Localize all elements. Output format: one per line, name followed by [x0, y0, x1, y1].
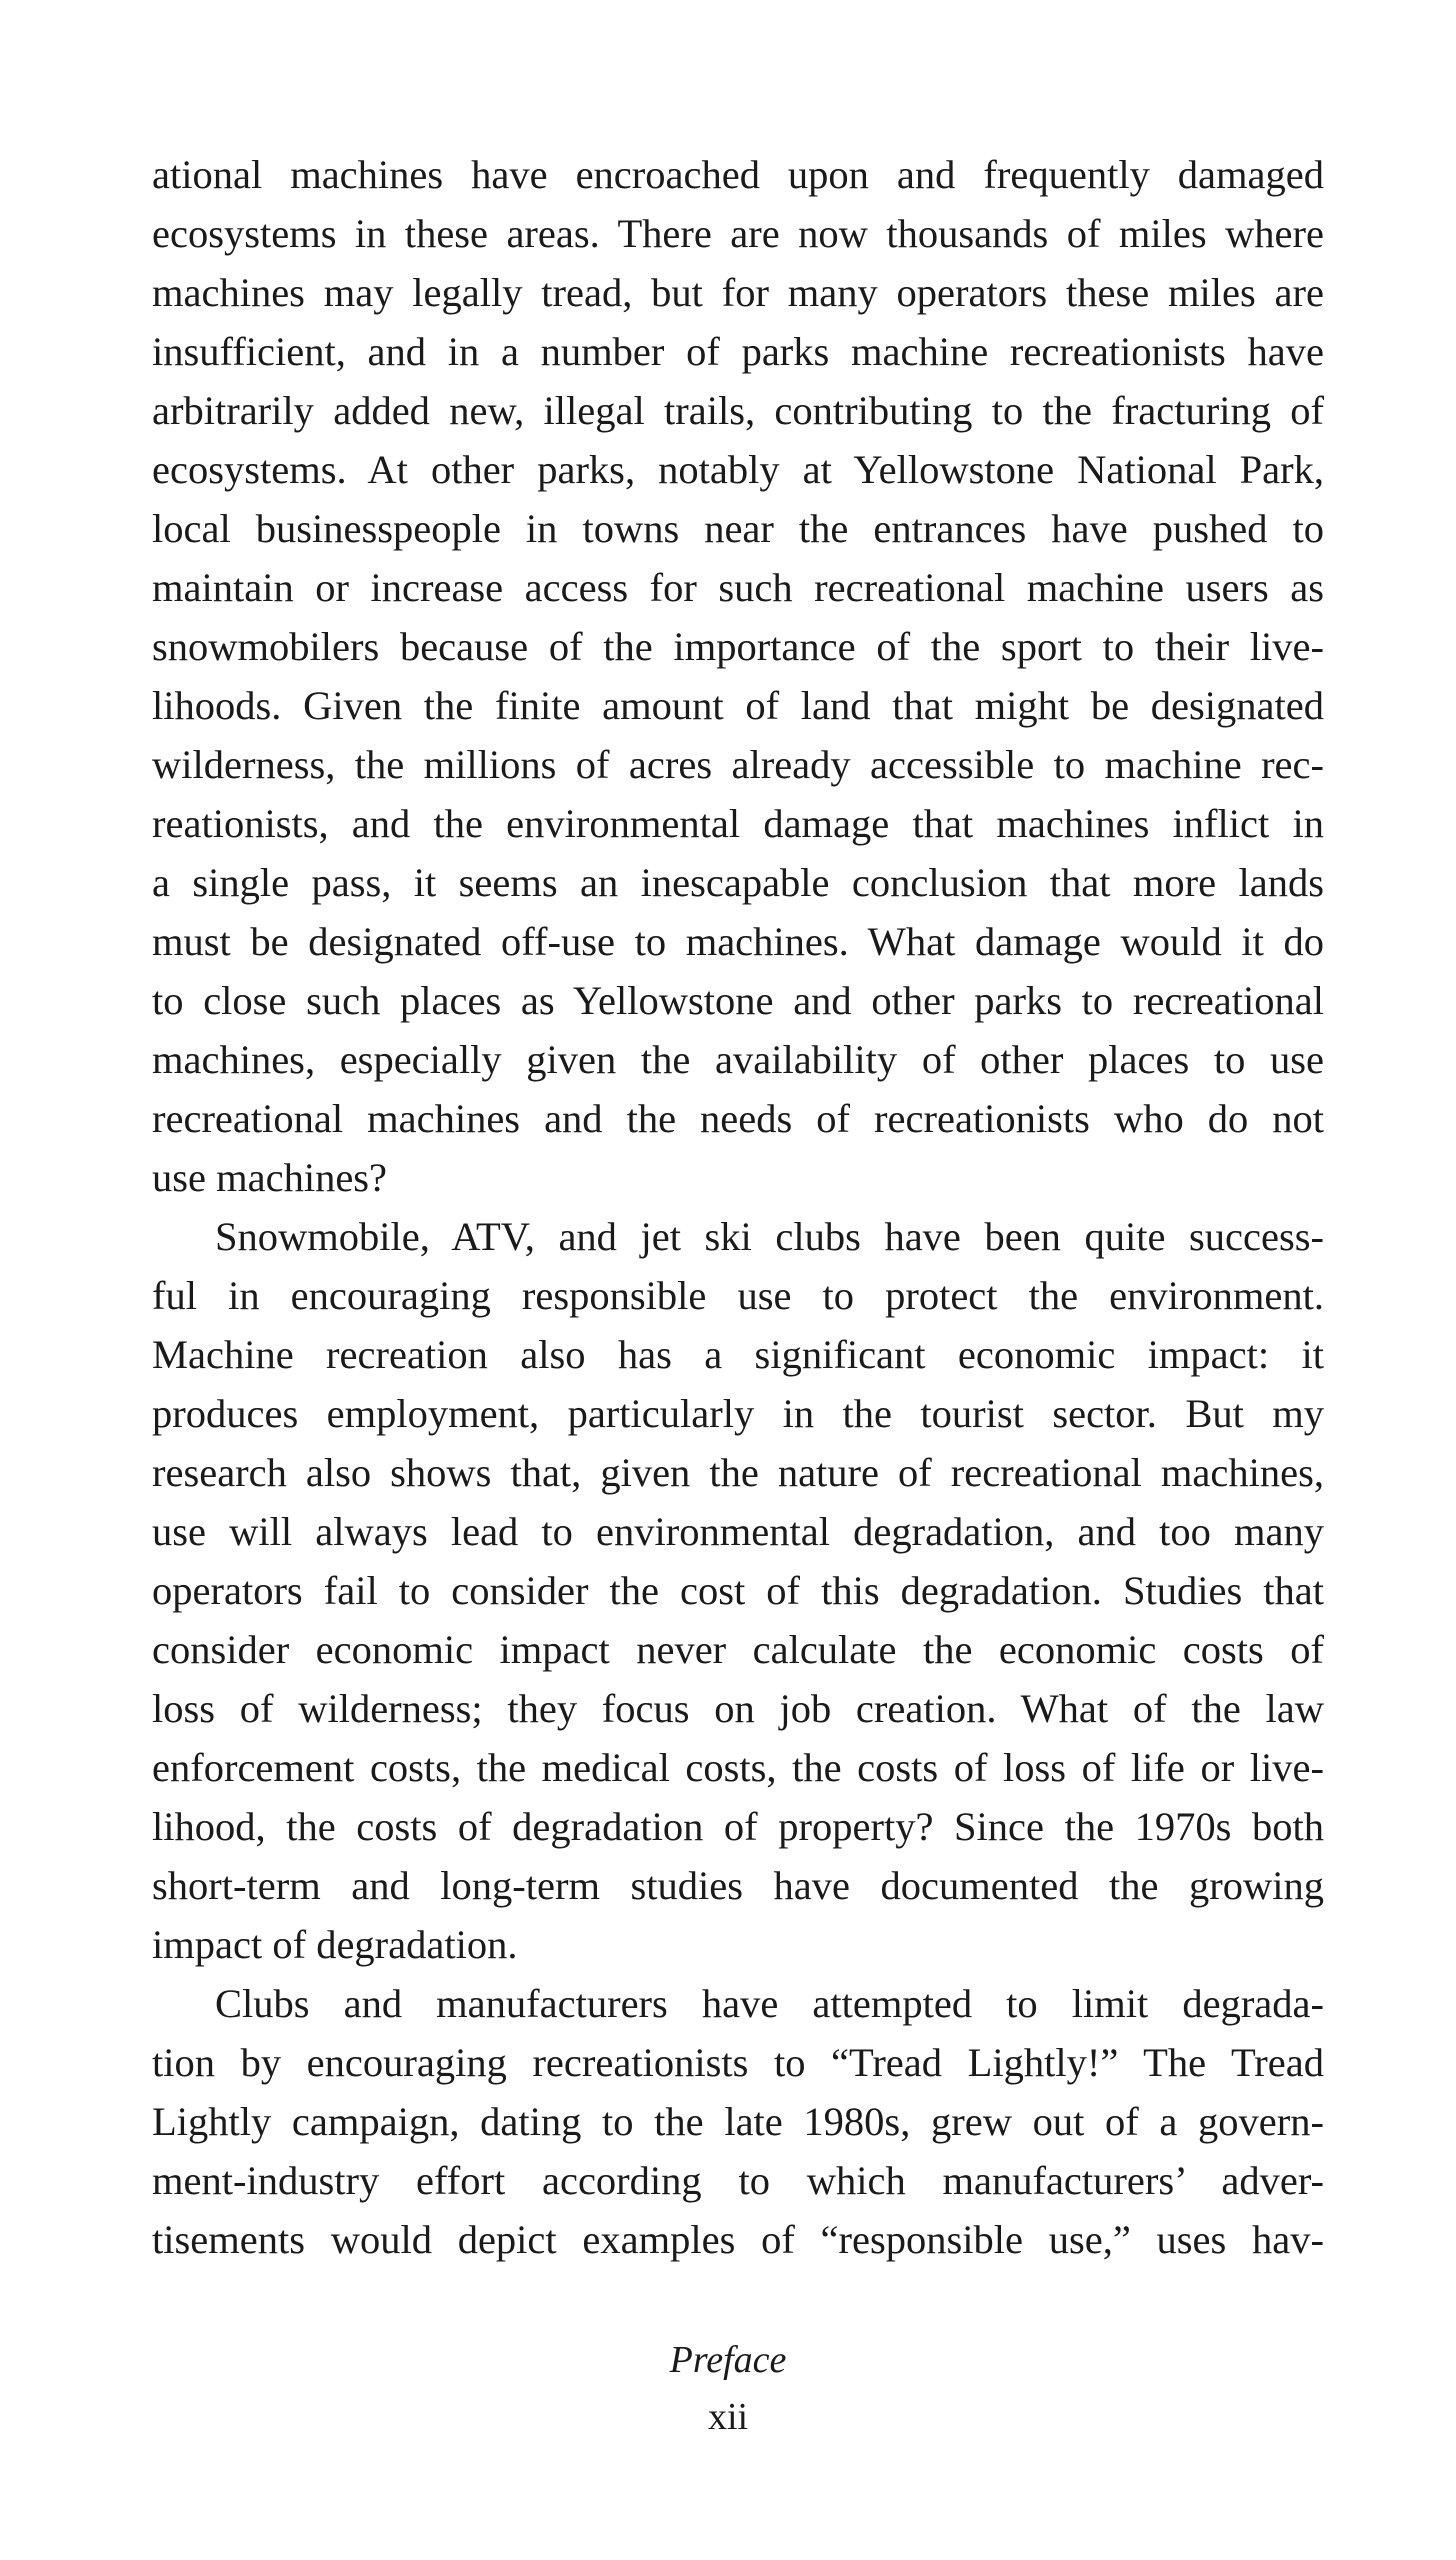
text-line: tion by encouraging recreationists to “Tread Lightly!” The Tread: [152, 2040, 1324, 2085]
text-line: recreational machines and the needs of recreationists who do not: [152, 1096, 1324, 1141]
text-line: arbitrarily added new, illegal trails, contributing to the fracturing of: [152, 388, 1324, 433]
paragraph-start-line: Clubs and manufacturers have attempted to limit degrada-: [215, 1981, 1324, 2026]
text-line: to close such places as Yellowstone and other parks to recreational: [152, 978, 1324, 1023]
text-line: ment-industry effort according to which manufacturers’ adver-: [152, 2158, 1324, 2203]
text-line: wilderness, the millions of acres already accessible to machine rec-: [152, 742, 1324, 787]
text-line: ecosystems in these areas. There are now thousands of miles where: [152, 211, 1324, 256]
body-text: [152, 145, 1324, 2269]
text-line: snowmobilers because of the importance of the sport to their live-: [152, 624, 1324, 669]
text-line: use will always lead to environmental degradation, and too many: [152, 1509, 1324, 1554]
text-line: enforcement costs, the medical costs, the costs of loss of life or live-: [152, 1745, 1324, 1790]
paragraph-start-line: Snowmobile, ATV, and jet ski clubs have been quite success-: [215, 1214, 1324, 1259]
text-line: a single pass, it seems an inescapable conclusion that more lands: [152, 860, 1324, 905]
text-line: tisements would depict examples of “responsible use,” uses hav-: [152, 2217, 1324, 2262]
text-line: reationists, and the environmental damage that machines inflict in: [152, 801, 1324, 846]
text-line: maintain or increase access for such recreational machine users as: [152, 565, 1324, 610]
text-line: lihood, the costs of degradation of property? Since the 1970s both: [152, 1804, 1324, 1849]
text-line: ecosystems. At other parks, notably at Yellowstone National Park,: [152, 447, 1324, 492]
text-line: use machines?: [152, 1155, 388, 1200]
text-line: short-term and long-term studies have documented the growing: [152, 1863, 1324, 1908]
text-line: local businesspeople in towns near the entrances have pushed to: [152, 506, 1324, 551]
text-line: ational machines have encroached upon and frequently damaged: [152, 152, 1324, 197]
text-line: machines, especially given the availability of other places to use: [152, 1037, 1324, 1082]
text-line: lihoods. Given the finite amount of land that might be designated: [152, 683, 1324, 728]
text-line: Machine recreation also has a significant economic impact: it: [152, 1332, 1324, 1377]
text-line: Lightly campaign, dating to the late 1980s, grew out of a govern-: [152, 2099, 1324, 2144]
text-line: insufficient, and in a number of parks machine recreationists have: [152, 329, 1324, 374]
text-line: produces employment, particularly in the tourist sector. But my: [152, 1391, 1324, 1436]
page-number: xii: [707, 2396, 749, 2438]
running-footer-title: Preface: [669, 2339, 787, 2381]
text-line: ful in encouraging responsible use to protect the environment.: [152, 1273, 1324, 1318]
text-line: consider economic impact never calculate the economic costs of: [152, 1627, 1324, 1672]
text-line: operators fail to consider the cost of this degradation. Studies that: [152, 1568, 1324, 1613]
text-line: research also shows that, given the nature of recreational machines,: [152, 1450, 1324, 1495]
text-line: must be designated off-use to machines. What damage would it do: [152, 919, 1324, 964]
text-line: machines may legally tread, but for many operators these miles are: [152, 270, 1324, 315]
text-line: loss of wilderness; they focus on job creation. What of the law: [152, 1686, 1324, 1731]
text-line: impact of degradation.: [152, 1922, 518, 1967]
